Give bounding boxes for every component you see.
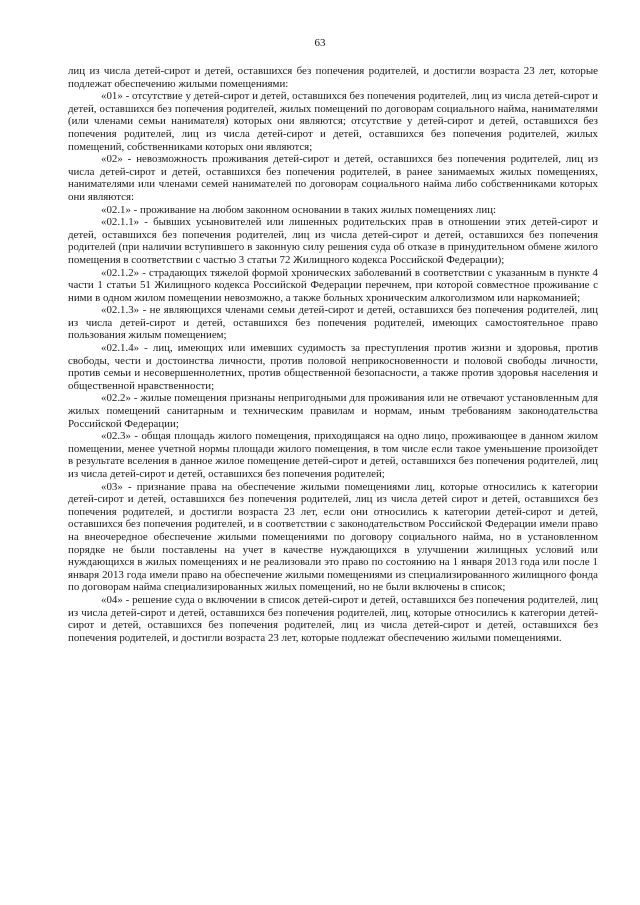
page-number: 63 xyxy=(314,37,326,49)
paragraph: «02.2» - жилые помещения признаны непригодными для проживания или не отвечают установленным для жилых помещений санитарным и техническим правилам и нормам, иным требованиям законодательства Российской Федерации; xyxy=(68,392,598,430)
paragraph: «02.1.4» - лиц, имеющих или имевших судимость за преступления против жизни и здоровья, против свободы, чести и достоинства личности, против половой неприкосновенности и половой свободы личности, против семьи и несовершеннолетних, против общественной безопасности, а также против здоровья населения и общественной нравственности; xyxy=(68,342,598,392)
paragraph: «02» - невозможность проживания детей-сирот и детей, оставшихся без попечения родителей, лиц из числа детей-сирот и детей, оставшихся без попечения родителей, в ранее занимаемых жилых помещениях, нанимателями или членами семей нанимателей по договорам социального найма либо собственниками которых они являются: xyxy=(68,153,598,203)
paragraph: «02.3» - общая площадь жилого помещения, приходящаяся на одно лицо, проживающее в данном жилом помещении, менее учетной нормы площади жилого помещения, в том числе если такое уменьшение произойдет в результате вселения в данное жилое помещение детей-сирот и детей, оставшихся без попечения родителей, лиц из числа детей-сирот и детей, оставшихся без попечения родителей; xyxy=(68,430,598,480)
paragraph: «02.1» - проживание на любом законном основании в таких жилых помещениях лиц: xyxy=(101,203,497,216)
document-body xyxy=(68,65,598,644)
paragraph: лиц из числа детей-сирот и детей, оставшихся без попечения родителей, и достигли возраста 23 лет, которые подлежат обеспечению жилыми помещениями: xyxy=(68,65,598,90)
paragraph: «02.1.3» - не являющихся членами семьи детей-сирот и детей, оставшихся без попечения родителей, лиц из числа детей-сирот и детей, оставшихся без попечения родителей, имеющих самостоятельное право пользования жилым помещением; xyxy=(68,304,598,342)
paragraph: «04» - решение суда о включении в список детей-сирот и детей, оставшихся без попечения родителей, лиц из числа детей-сирот и детей, оставшихся без попечения родителей, лиц, которые относились к категории детей-сирот и детей, оставшихся без попечения родителей, лиц из числа детей-сирот и детей, оставшихся без попечения родителей, и достигли возраста 23 лет, которые подлежат обеспечению жилыми помещениями. xyxy=(68,593,598,644)
paragraph: «02.1.1» - бывших усыновителей или лишенных родительских прав в отношении этих детей-сирот и детей, оставшихся без попечения родителей, лиц из числа детей-сирот и детей, оставшихся без попечения родителей (при наличии вступившего в законную силу решения суда об отказе в принудительном обмене жилого помещения в соответствии с частью 3 статьи 72 Жилищного кодекса Российской Федерации); xyxy=(68,216,598,266)
paragraph: «02.1.2» - страдающих тяжелой формой хронических заболеваний в соответствии с указанным в пункте 4 части 1 статьи 51 Жилищного кодекса Российской Федерации перечнем, при которой совместное проживание с ними в одном жилом помещении невозможно, а также больных хроническим алкоголизмом или наркоманией; xyxy=(68,266,598,304)
paragraph: «01» - отсутствие у детей-сирот и детей, оставшихся без попечения родителей, лиц из числа детей-сирот и детей, оставшихся без попечения родителей, жилых помещений по договорам социального найма, нанимателями (или членами семьи нанимателя) которых они являются; отсутствие у детей-сирот и детей, оставшихся без попечения родителей, лиц из числа детей-сирот и детей, оставшихся без попечения родителей, жилых помещений, собственниками которых они являются; xyxy=(68,90,598,153)
paragraph: «03» - признание права на обеспечение жилыми помещениями лиц, которые относились к категории детей-сирот и детей, оставшихся без попечения родителей, лиц из числа детей сирот и детей, оставшихся без попечения родителей, и достигли возраста 23 лет, если они относились к категории детей-сирот и детей, оставшихся без попечения родителей, и в соответствии с законодательством Российской Федерации имели право на внеочередное обеспечение жилыми помещениями по договору социального найма, но в установленном порядке не были поставлены на учет в качестве нуждающихся в улучшении жилищных условий или нуждающихся в жилых помещениях и не реализовали это право по состоянию на 1 января 2013 года или после 1 января 2013 года имели право на обеспечение жилыми помещениями из специализированного жилищного фонда по договорам найма специализированных жилых помещений, но не были включены в список; xyxy=(68,480,598,594)
